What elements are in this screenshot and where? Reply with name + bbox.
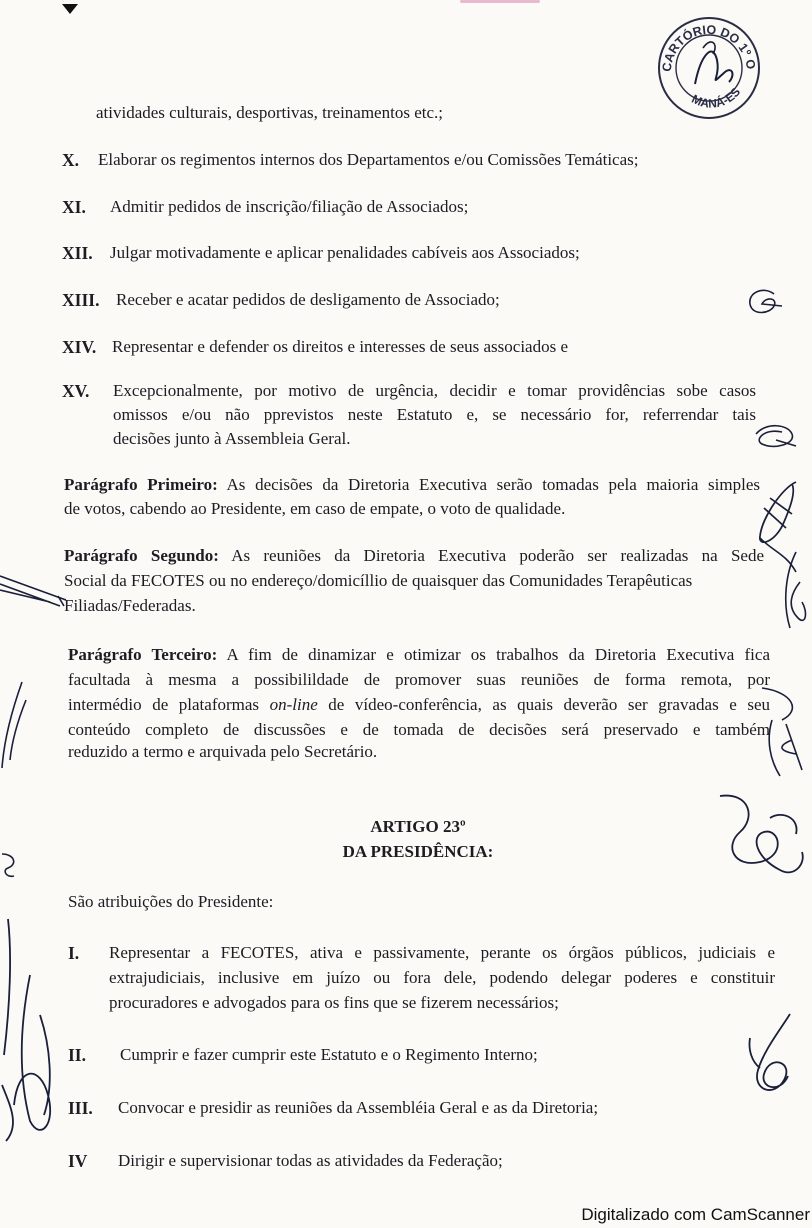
item-text-line: extrajudiciais, inclusive em juízo ou fora dele, podendo delegar poderes e constituir <box>109 968 775 987</box>
item-number: I. <box>68 943 80 963</box>
item-number: IV <box>68 1151 88 1171</box>
paragraph-text: de votos, cabendo ao Presidente, em caso de empate, o voto de qualidade. <box>64 499 566 518</box>
item-text-line: omissos e/ou não pprevistos neste Estatuto e, se necessário for, referrendar tais <box>113 405 756 424</box>
item-text-line: Representar a FECOTES, ativa e passivamente, perante os órgãos públicos, judiciais e <box>109 943 775 962</box>
item-text-line: decisões junto à Assembleia Geral. <box>113 429 351 448</box>
signature-left-3 <box>0 850 20 880</box>
item-text: Representar e defender os direitos e interesses de seus associados e <box>112 337 569 356</box>
item-text: Julgar motivadamente e aplicar penalidades cabíveis aos Associados; <box>110 243 580 262</box>
paragraph-text: Filiadas/Federadas. <box>64 596 196 615</box>
signature-initial-2 <box>752 420 798 454</box>
signature-left-2 <box>0 680 30 770</box>
signature-initial-5 <box>752 680 812 780</box>
paragraph-text: intermédio de plataformas <box>68 695 270 714</box>
item-text: Elaborar os regimentos internos dos Departamentos e/ou Comissões Temáticas; <box>98 150 639 169</box>
president-intro: São atribuições do Presidente: <box>68 892 274 911</box>
paragraph-text: As reuniões da Diretoria Executiva poderão ser realizadas na Sede <box>231 546 764 565</box>
item-number: XIII. <box>62 290 100 310</box>
item-text: Admitir pedidos de inscrição/filiação de Associados; <box>110 197 469 216</box>
svg-text:MANÁ-ES: MANÁ-ES <box>689 84 744 111</box>
paragraph-text: conteúdo completo de discussões e de tomada de decisões será preservado e também <box>68 720 770 739</box>
paragraph-label: Parágrafo Segundo: <box>64 546 219 565</box>
item-text: Dirigir e supervisionar todas as atividades da Federação; <box>118 1151 503 1170</box>
notary-stamp <box>650 3 763 122</box>
intro-line: atividades culturais, desportivas, treinamentos etc.; <box>96 103 443 122</box>
paragraph-italic-text: on-line <box>269 695 318 714</box>
paragraph-label: Parágrafo Primeiro: <box>64 475 218 494</box>
paragraph-label: Parágrafo Terceiro: <box>68 645 218 664</box>
article-title: ARTIGO 23º <box>370 817 466 836</box>
article-subtitle: DA PRESIDÊNCIA: <box>342 842 494 861</box>
scanner-watermark: Digitalizado com CamScanner <box>581 1205 810 1224</box>
paragraph-text: Social da FECOTES ou no endereço/domicíllio de quaisquer das Comunidades Terapêuticas <box>64 571 693 590</box>
item-number: XII. <box>62 243 93 263</box>
item-text-line: procuradores e advogados para os fins que se fizerem necessários; <box>109 993 559 1012</box>
item-text: Receber e acatar pedidos de desligamento de Associado; <box>116 290 500 309</box>
paragraph-text: reduzido a termo e arquivada pelo Secretário. <box>68 742 378 761</box>
signature-left-arrow <box>0 572 70 612</box>
item-text: Convocar e presidir as reuniões da Assembléia Geral e as da Diretoria; <box>118 1098 599 1117</box>
item-text-line: Excepcionalmente, por motivo de urgência, decidir e tomar providências sobe casos <box>113 381 756 400</box>
item-number: X. <box>62 150 80 170</box>
item-number: XV. <box>62 381 90 401</box>
item-number: III. <box>68 1098 93 1118</box>
signature-large-right <box>710 788 810 888</box>
signature-initial-4 <box>756 532 812 642</box>
paragraph-first-line <box>64 475 760 495</box>
paragraph-third-line <box>68 645 770 665</box>
svg-text:CARTÓRIO DO 1º OFÍCIO: CARTÓRIO DO 1º OFÍCIO <box>650 3 759 73</box>
paragraph-text: As decisões da Diretoria Executiva serão tomadas pela maioria simples <box>226 475 761 494</box>
signature-left-large <box>0 915 64 1145</box>
paragraph-text: facultada à mesma a possibilildade de promover suas reuniões de forma remota, por <box>68 670 770 689</box>
paragraph-text: de vídeo-conferência, as quais deverão ser gravadas e seu <box>317 695 770 714</box>
paragraph-second-line <box>64 546 764 566</box>
signature-initial-1 <box>744 284 784 320</box>
corner-triangle-mark <box>62 4 78 14</box>
paragraph-text: A fim de dinamizar e otimizar os trabalhos da Diretoria Executiva fica <box>226 645 770 664</box>
paragraph-text-line <box>68 695 770 715</box>
signature-right-lower <box>740 1010 800 1100</box>
item-number: II. <box>68 1045 86 1065</box>
scan-edge-mark <box>460 0 540 3</box>
item-number: XI. <box>62 197 86 217</box>
item-text: Cumprir e fazer cumprir este Estatuto e o Regimento Interno; <box>120 1045 538 1064</box>
item-number: XIV. <box>62 337 97 357</box>
